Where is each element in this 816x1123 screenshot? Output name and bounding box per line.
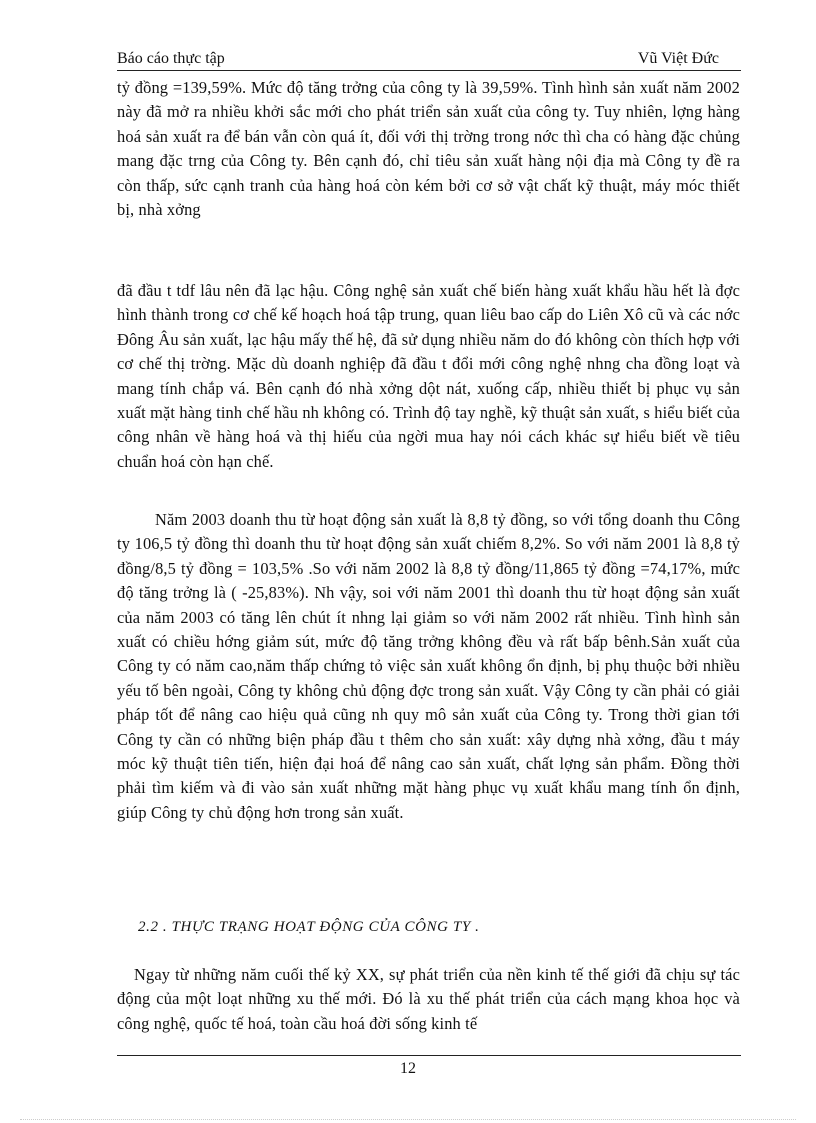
page-edge-divider bbox=[20, 1119, 796, 1120]
header-report-title: Báo cáo thực tập bbox=[117, 50, 225, 67]
section-heading: 2.2 . THỰC TRẠNG HOẠT ĐỘNG CỦA CÔNG TY . bbox=[138, 919, 480, 935]
paragraph-3: Năm 2003 doanh thu từ hoạt động sản xuất là 8,8 tỷ đồng, so với tổng doanh thu Công ty 106,5 tỷ đồng thì doanh thu từ hoạt động sản xuất chiếm 8,2%. So với năm 2001 là 8,8 tỷ đồng/8,5 tỷ đồng = 103,5% .So với năm 2002 là 8,8 tỷ đồng/11,865 tỷ đồng =74,17%, mức độ tăng trởng là ( -25,83%). Nh vậy, soi với năm 2001 thì doanh thu từ hoạt động sản xuất của năm 2003 có tăng lên chút ít nhng lại giảm so với năm 2002 rất nhiều. Tình hình sản xuất có chiều hớng giảm sút, mức độ tăng trởng không đều và rất bấp bênh.Sản xuất của Công ty có năm cao,năm thấp chứng tỏ việc sản xuất không ổn định, bị phụ thuộc bởi nhiều yếu tố bên ngoài, Công ty không chủ động đợc trong sản xuất. Vậy Công ty cần phải có giải pháp tốt để nâng cao hiệu quả cũng nh quy mô sản xuất của Công ty. Trong thời gian tới Công ty cần có những biện pháp đầu t thêm cho sản xuất: xây dựng nhà xởng, đầu t máy móc kỹ thuật tiên tiến, hiện đại hoá để nâng cao sản xuất, chất lợng sản phẩm. Đồng thời phải tìm kiếm và đi vào sản xuất những mặt hàng phục vụ xuất khẩu mang tính ổn định, giúp Công ty chủ động hơn trong sản xuất. bbox=[117, 510, 740, 822]
paragraph-4: Ngay từ những năm cuối thế kỷ XX, sự phát triển của nền kinh tế thế giới đã chịu sự tác động của một loạt những xu thế mới. Đó là xu thế phát triển của cách mạng khoa học và công nghệ, quốc tế hoá, toàn cầu hoá đời sống kinh tế bbox=[117, 965, 740, 1033]
header-author-name: Vũ Việt Đức bbox=[637, 50, 719, 67]
paragraph-2: đã đầu t tdf lâu nên đã lạc hậu. Công nghệ sản xuất chế biến hàng xuất khẩu hầu hết là đợc hình thành trong cơ chế kế hoạch hoá tập trung, quan liêu bao cấp do Liên Xô cũ và các nớc Đông Âu sản xuất, lạc hậu mấy thế hệ, đã sử dụng nhiều năm do đó không còn thích hợp với cơ chế thị trờng. Mặc dù doanh nghiệp đã đầu t đổi mới công nghệ nhng cha đồng loạt và mang tính chắp vá. Bên cạnh đó nhà xởng dột nát, xuống cấp, nhiều thiết bị phục vụ sản xuất mặt hàng tinh chế hầu nh không có. Trình độ tay nghề, kỹ thuật sản xuất, s hiểu biết của công nhân về hàng hoá và thị hiếu của ngời mua hay nói cách khác sự hiểu biết về tiêu chuẩn hoá còn hạn chế. bbox=[117, 281, 740, 471]
page-header bbox=[117, 50, 741, 71]
footer-divider bbox=[117, 1055, 741, 1056]
paragraph-1: tỷ đồng =139,59%. Mức độ tăng trởng của công ty là 39,59%. Tình hình sản xuất năm 2002 này đã mở ra nhiều khởi sắc mới cho phát triển sản xuất của công ty. Tuy nhiên, lợng hàng hoá sản xuất ra để bán vẫn còn quá ít, đối với thị trờng trong nớc thì cha có hàng đặc chủng mang đặc trng của Công ty. Bên cạnh đó, chỉ tiêu sản xuất hàng nội địa mà Công ty đề ra còn thấp, sức cạnh tranh của hàng hoá còn kém bởi cơ sở vật chất kỹ thuật, máy móc thiết bị, nhà xởng bbox=[117, 78, 740, 220]
page-number: 12 bbox=[400, 1060, 416, 1077]
